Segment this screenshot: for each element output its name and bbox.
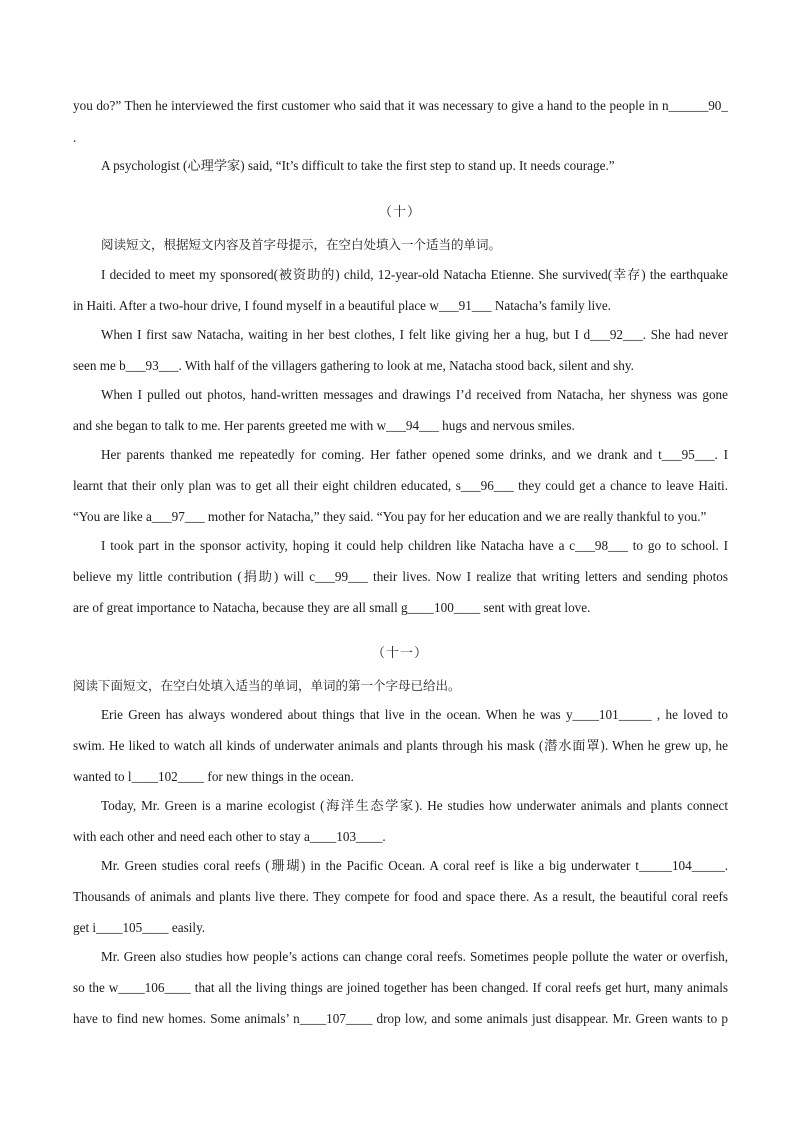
paragraph-line: you do?” Then he interviewed the first customer who said that it was necessary to give a hand to the people in n______90_ [73,98,728,113]
paragraph-line: Her parents thanked me repeatedly for coming. Her father opened some drinks, and we drank and t___95___. I [101,447,728,462]
paragraph-line: Mr. Green studies coral reefs (珊瑚) in the Pacific Ocean. A coral reef is like a big underwater t_____104_____. [101,858,728,873]
paragraph-line: Thousands of animals and plants live there. They compete for food and space there. As a result, the beautiful coral reefs [73,889,728,904]
paragraph-line: Erie Green has always wondered about things that live in the ocean. When he was y____101_____ , he loved to [101,707,728,722]
paragraph-line: so the w____106____ that all the living things are joined together has been changed. If coral reefs get hurt, many animals [73,980,728,995]
paragraph-line: have to find new homes. Some animals’ n____107____ drop low, and some animals just disappear. Mr. Green wants to p [73,1011,728,1026]
paragraph-line: Today, Mr. Green is a marine ecologist (海洋生态学家). He studies how underwater animals and plants connect [101,798,728,813]
paragraph-line: Mr. Green also studies how people’s actions can change coral reefs. Sometimes people pollute the water or overfish, [101,949,728,964]
paragraph-line: When I pulled out photos, hand-written messages and drawings I’d received from Natacha, her shyness was gone [101,387,728,402]
paragraph-line: get i____105____ easily. [73,920,206,935]
paragraph-line: learnt that their only plan was to get all their eight children educated, s___96___ they could get a chance to leave Haiti. [73,478,728,493]
paragraph-line: A psychologist (心理学家) said, “It’s difficult to take the first step to stand up. It needs courage.” [101,158,615,173]
paragraph-line: in Haiti. After a two-hour drive, I found myself in a beautiful place w___91___ Natacha’s family live. [73,298,611,313]
paragraph-line: swim. He liked to watch all kinds of underwater animals and plants through his mask (潜水面罩). When he grew up, he [73,738,728,753]
section-title: （十） [378,205,421,220]
paragraph-line: seen me b___93___. With half of the villagers gathering to look at me, Natacha stood back, silent and shy. [73,358,634,373]
paragraph-line: I decided to meet my sponsored(被资助的) child, 12-year-old Natacha Etienne. She survived(幸存) the earthquake [101,267,728,282]
paragraph-line: are of great importance to Natacha, because they are all small g____100____ sent with great love. [73,600,591,615]
section-instruction: 阅读下面短文，在空白处填入适当的单词，单词的第一个字母已给出。 [73,678,461,693]
paragraph-line: . [73,130,77,145]
paragraph-line: wanted to l____102____ for new things in the ocean. [73,769,354,784]
section-instruction: 阅读短文，根据短文内容及首字母提示，在空白处填入一个适当的单词。 [101,237,502,252]
section-title: （十一） [371,646,428,661]
paragraph-line: with each other and need each other to stay a____103____. [73,829,386,844]
paragraph-line: believe my little contribution (捐助) will c___99___ their lives. Now I realize that writing letters and sending photos [73,569,728,584]
paragraph-line: When I first saw Natacha, waiting in her best clothes, I felt like giving her a hug, but I d___92___. She had never [101,327,728,342]
paragraph-line: I took part in the sponsor activity, hoping it could help children like Natacha have a c___98___ to go to school. I [101,538,728,553]
paragraph-line: “You are like a___97___ mother for Natacha,” they said. “You pay for her education and we are really thankful to you.” [73,509,707,524]
paragraph-line: and she began to talk to me. Her parents greeted me with w___94___ hugs and nervous smiles. [73,418,575,433]
